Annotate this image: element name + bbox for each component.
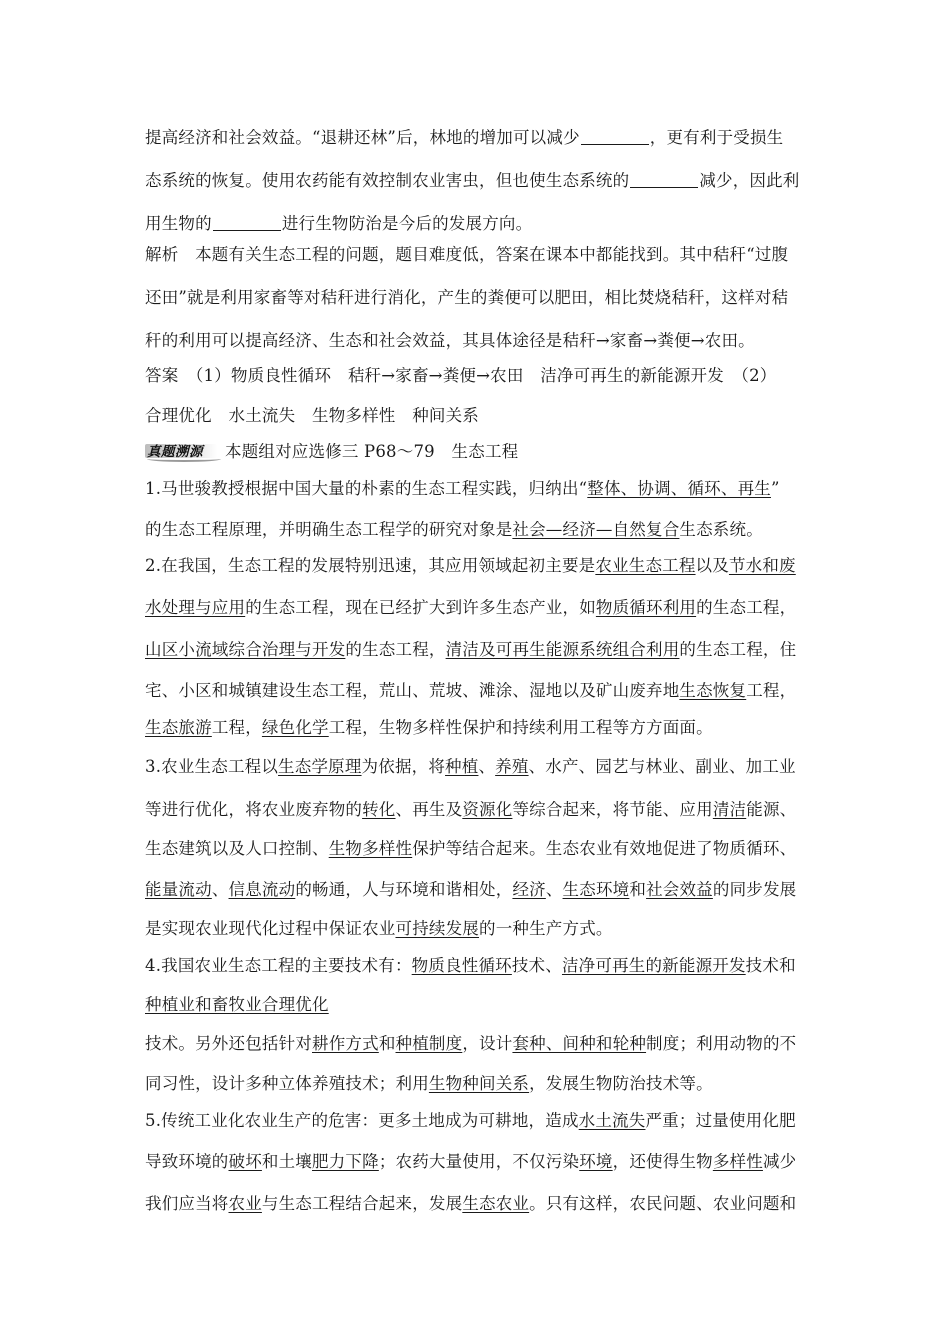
answer-line: 合理优化 水土流失 生物多样性 种间关系 [145, 406, 479, 425]
key-term: 种植业和畜牧业合理优化 [145, 995, 329, 1014]
key-term: 环境 [579, 1152, 613, 1171]
key-term: 生态旅游 [145, 718, 212, 737]
answer-blank[interactable] [213, 214, 281, 231]
key-term: 农业生态工程 [595, 556, 696, 575]
key-term: 种植 [445, 757, 479, 776]
key-term: 绿色化学 [261, 718, 329, 737]
point-3-line: 等进行优化，将农业废弃物的转化、再生及资源化等综合起来，将节能、应用清洁能源、 [145, 800, 797, 819]
key-term: 资源化 [462, 800, 513, 819]
key-term: 养殖 [495, 757, 529, 776]
key-term: 社会效益 [646, 880, 713, 899]
point-1-line: 的生态工程原理，并明确生态工程学的研究对象是社会—经济—自然复合生态系统。 [145, 520, 763, 539]
key-term: 洁净可再生的新能源开发 [561, 956, 746, 975]
point-3-line: 3.农业生态工程以生态学原理为依据，将种植、养殖、水产、园艺与林业、副业、加工业 [145, 757, 796, 776]
key-term: 可持续发展 [395, 919, 479, 938]
point-4-line: 4.我国农业生态工程的主要技术有：物质良性循环技术、洁净可再生的新能源开发技术和 [145, 956, 796, 975]
point-5-line: 5.传统工业化农业生产的危害：更多土地成为可耕地，造成水土流失严重；过量使用化肥 [145, 1111, 796, 1130]
key-term: 能量流动 [145, 880, 212, 899]
key-term: 水处理与应用 [145, 598, 246, 617]
point-1-line: 1.马世骏教授根据中国大量的朴素的生态工程实践，归纳出“整体、协调、循环、再生” [145, 479, 780, 498]
key-term: 信息流动 [228, 880, 296, 899]
analysis-line: 秆的利用可以提高经济、生态和社会效益，其具体途径是秸秆→家畜→粪便→农田。 [145, 331, 755, 350]
point-4-line: 技术。另外还包括针对耕作方式和种植制度，设计套种、间种和轮种制度；利用动物的不 [145, 1034, 797, 1053]
source-text: 本题组对应选修三 P68～79 生态工程 [225, 442, 519, 461]
point-3-line: 是实现农业现代化过程中保证农业可持续发展的一种生产方式。 [145, 919, 613, 938]
source-badge [145, 442, 223, 460]
key-term: 生物多样性 [328, 839, 413, 858]
question-line: 用生物的 进行生物防治是今后的发展方向。 [145, 214, 533, 233]
answer-line: 答案 （1）物质良性循环 秸秆→家畜→粪便→农田 洁净可再生的新能源开发 （2） [145, 366, 777, 385]
key-term: 整体、协调、循环、再生 [587, 479, 771, 498]
analysis-line: 还田”就是利用家畜等对秸秆进行消化，产生的粪便可以肥田，相比焚烧秸秆，这样对秸 [145, 288, 789, 307]
key-term: 生态学原理 [278, 757, 362, 776]
answer-blank[interactable] [581, 128, 649, 145]
question-line: 提高经济和社会效益。“退耕还林”后，林地的增加可以减少 ，更有利于受损生 [145, 128, 784, 147]
point-4-line: 同习性，设计多种立体养殖技术；利用生物种间关系，发展生物防治技术等。 [145, 1074, 713, 1093]
key-term: 经济 [512, 880, 546, 899]
point-2-line: 水处理与应用的生态工程，现在已经扩大到许多生态产业，如物质循环利用的生态工程， [145, 598, 797, 617]
point-2-line: 2.在我国，生态工程的发展特别迅速，其应用领域起初主要是农业生态工程以及节水和废 [145, 556, 796, 575]
key-term: 社会—经济—自然复合 [512, 520, 680, 539]
point-2-line: 宅、小区和城镇建设生态工程，荒山、荒坡、滩涂、湿地以及矿山废弃地生态恢复工程， [145, 681, 797, 700]
key-term: 山区小流域综合治理与开发 [145, 640, 346, 659]
key-term: 套种、间种和轮种 [512, 1034, 647, 1053]
key-term: 耕作方式 [312, 1034, 379, 1053]
key-term: 清洁及可再生能源系统组合利用 [445, 640, 680, 659]
key-term: 水土流失 [578, 1111, 646, 1130]
key-term: 生态恢复 [679, 681, 747, 700]
point-5-line: 导致环境的破坏和土壤肥力下降；农药大量使用，不仅污染环境，还使得生物多样性减少 [145, 1152, 797, 1171]
key-term: 生态环境 [562, 880, 630, 899]
key-term: 种植制度 [395, 1034, 463, 1053]
badge-label: 真题溯源 [147, 444, 203, 460]
key-term: 破坏 [228, 1152, 262, 1171]
point-2-line: 生态旅游工程，绿色化学工程，生物多样性保护和持续利用工程等方方面面。 [145, 718, 713, 737]
question-line: 态系统的恢复。使用农药能有效控制农业害虫，但也使生态系统的 减少，因此利 [145, 171, 800, 190]
source-line [145, 442, 815, 462]
answer-blank[interactable] [630, 171, 698, 188]
point-3-line: 生态建筑以及人口控制、生物多样性保护等结合起来。生态农业有效地促进了物质循环、 [145, 839, 797, 858]
key-term: 转化 [362, 800, 396, 819]
point-5-line: 我们应当将农业与生态工程结合起来，发展生态农业。只有这样，农民问题、农业问题和 [145, 1194, 797, 1213]
point-3-line: 能量流动、信息流动的畅通，人与环境和谐相处，经济、生态环境和社会效益的同步发展 [145, 880, 797, 899]
key-term: 物质良性循环 [411, 956, 512, 975]
key-term: 农业 [228, 1194, 262, 1213]
point-4-line [145, 995, 815, 1015]
key-term: 多样性 [712, 1152, 763, 1171]
point-2-line: 山区小流域综合治理与开发的生态工程，清洁及可再生能源系统组合利用的生态工程，住 [145, 640, 797, 659]
analysis-line: 解析 本题有关生态工程的问题，题目难度低，答案在课本中都能找到。其中秸秆“过腹 [145, 245, 789, 264]
key-term: 生物种间关系 [428, 1074, 530, 1093]
key-term: 清洁 [712, 800, 747, 819]
key-term: 生态农业 [462, 1194, 530, 1213]
key-term: 物质循环利用 [595, 598, 697, 617]
key-term: 节水和废 [728, 556, 796, 575]
key-term: 肥力下降 [312, 1152, 379, 1171]
